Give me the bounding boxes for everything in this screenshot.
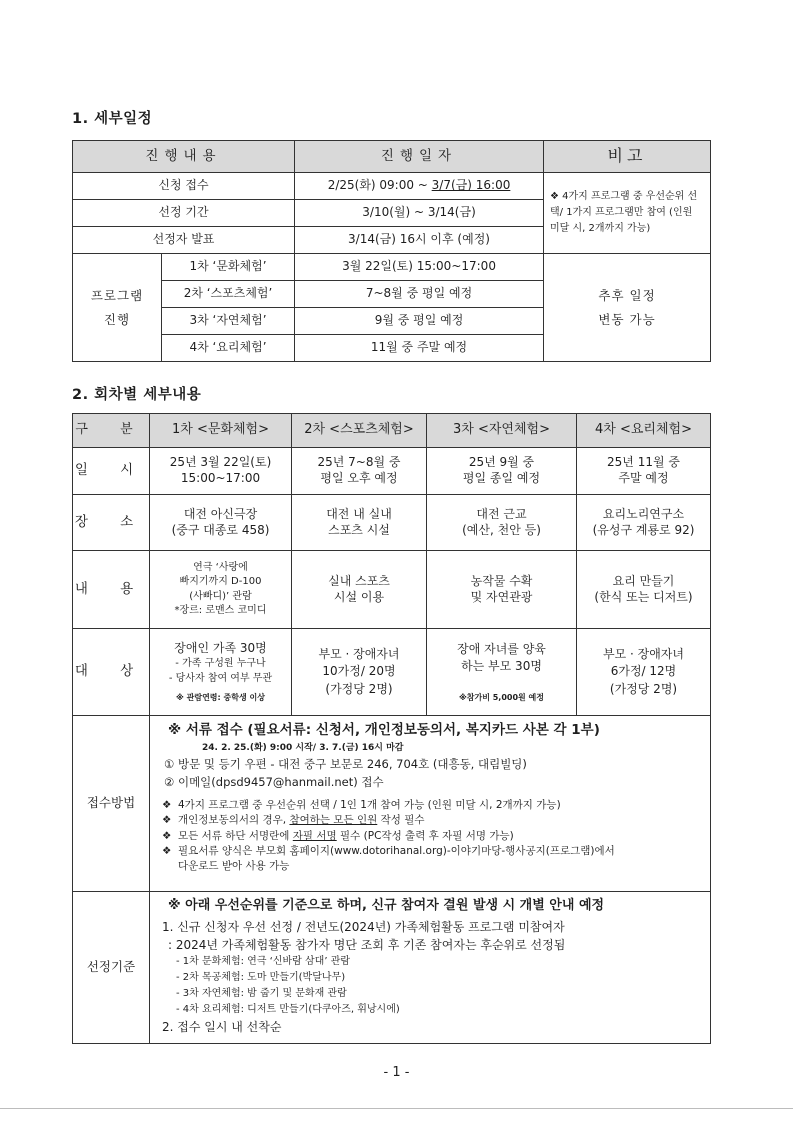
schedule-row-content: 선정 기간	[73, 200, 295, 227]
content-cell: 요리 만들기 (한식 또는 디저트)	[577, 551, 711, 629]
row-label-place: 장 소	[73, 495, 150, 551]
details-header-col3: 3차 <자연체험>	[427, 414, 577, 448]
section2-title: 2. 회차별 세부내용	[72, 387, 202, 403]
program-date: 11월 중 주말 예정	[295, 335, 544, 362]
place-cell: 요리노리연구소 (유성구 계룡로 92)	[577, 495, 711, 551]
row-label-datetime: 일 시	[73, 448, 150, 495]
application-title: ※ 서류 접수 (필요서류: 신청서, 개인정보동의서, 복지카드 사본 각 1부)	[168, 722, 600, 738]
details-header-col2: 2차 <스포츠체험>	[292, 414, 427, 448]
place-cell: 대전 근교 (예산, 천안 등)	[427, 495, 577, 551]
application-bullet: ❖ 개인정보동의서의 경우, 참여하는 모든 인원 작성 필수	[162, 814, 425, 827]
place-cell: 대전 내 실내 스포츠 시설	[292, 495, 427, 551]
schedule-header-date: 진행일자	[295, 141, 544, 173]
schedule-note-change: 추후 일정 변동 가능	[544, 254, 711, 362]
schedule-header-content: 진행내용	[73, 141, 295, 173]
details-header-col1: 1차 <문화체험>	[150, 414, 292, 448]
selection-sub: - 3차 자연체험: 밤 줍기 및 문화재 관람	[176, 987, 347, 999]
application-deadline: 24. 2. 25.(화) 9:00 시작/ 3. 7.(금) 16시 마감	[202, 742, 404, 753]
target-cell: 장애인 가족 30명 - 가족 구성원 누구나 - 당사자 참여 여부 무관 ※ 관람연령: 중학생 이상	[150, 629, 292, 716]
datetime-cell: 25년 7~8월 중 평일 오후 예정	[292, 448, 427, 495]
schedule-row-content: 선정자 발표	[73, 227, 295, 254]
program-date: 3월 22일(토) 15:00~17:00	[295, 254, 544, 281]
datetime-cell: 25년 11월 중 주말 예정	[577, 448, 711, 495]
program-date: 7~8월 중 평일 예정	[295, 281, 544, 308]
selection-criteria	[150, 892, 711, 1044]
program-name: 1차 ‘문화체험’	[162, 254, 295, 281]
schedule-row-date: 3/10(월) ~ 3/14(금)	[295, 200, 544, 227]
section1-title: 1. 세부일정	[72, 111, 153, 127]
selection-sub: - 1차 문화체험: 연극 ‘신바람 삼대’ 관람	[176, 955, 351, 967]
bottom-rule	[0, 1108, 793, 1109]
row-label-content: 내 용	[73, 551, 150, 629]
row-label-application: 접수방법	[73, 716, 150, 892]
target-cell: 부모 · 장애자녀 10가정/ 20명 (가정당 2명)	[292, 629, 427, 716]
application-bullet: ❖ 4가지 프로그램 중 우선순위 선택 / 1인 1개 참여 가능 (인원 미달 시, 2개까지 가능)	[162, 799, 561, 812]
program-name: 4차 ‘요리체험’	[162, 335, 295, 362]
target-cell: 장애 자녀를 양육 하는 부모 30명 ※참가비 5,000원 예정	[427, 629, 577, 716]
details-table	[72, 413, 711, 1044]
schedule-table	[72, 140, 711, 362]
application-email: ② 이메일(dpsd9457@hanmail.net) 접수	[164, 775, 384, 790]
datetime-cell: 25년 3월 22일(토) 15:00~17:00	[150, 448, 292, 495]
schedule-row-content: 신청 접수	[73, 173, 295, 200]
application-visit-mail: ① 방문 및 등기 우편 - 대전 중구 보문로 246, 704호 (대흥동, 대림빌딩)	[164, 757, 527, 772]
schedule-row-date: 3/14(금) 16시 이후 (예정)	[295, 227, 544, 254]
content-cell: 농작물 수확 및 자연관광	[427, 551, 577, 629]
program-date: 9월 중 평일 예정	[295, 308, 544, 335]
selection-title: ※ 아래 우선순위를 기준으로 하며, 신규 참여자 결원 발생 시 개별 안내 예정	[168, 898, 605, 913]
schedule-row-date: 2/25(화) 09:00 ~ 3/7(금) 16:00	[295, 173, 544, 200]
program-label: 프로그램 진행	[73, 254, 162, 362]
selection-sub: - 2차 목공체험: 도마 만들기(박달나무)	[176, 971, 346, 983]
place-cell: 대전 아신극장 (중구 대종로 458)	[150, 495, 292, 551]
details-header-col4: 4차 <요리체험>	[577, 414, 711, 448]
application-bullet: ❖ 모든 서류 하단 서명란에 자필 서명 필수 (PC작성 출력 후 자필 서명 가능)	[162, 829, 514, 842]
row-label-target: 대 상	[73, 629, 150, 716]
target-cell: 부모 · 장애자녀 6가정/ 12명 (가정당 2명)	[577, 629, 711, 716]
row-label-selection: 선정기준	[73, 892, 150, 1044]
application-method	[150, 716, 711, 892]
schedule-header-note: 비고	[544, 141, 711, 173]
application-bullet: ❖ 필요서류 양식은 부모회 홈페이지(www.dotorihanal.org)-이야기마당-행사공지(프로그램)에서	[162, 844, 615, 857]
selection-line: 1. 신규 신청자 우선 선정 / 전년도(2024년) 가족체험활동 프로그램 미참여자	[162, 919, 565, 934]
selection-line: 2. 접수 일시 내 선착순	[162, 1019, 282, 1034]
program-name: 2차 ‘스포츠체험’	[162, 281, 295, 308]
details-header-label: 구 분	[73, 414, 150, 448]
datetime-cell: 25년 9월 중 평일 종일 예정	[427, 448, 577, 495]
program-name: 3차 ‘자연체험’	[162, 308, 295, 335]
application-bullet-cont: 다운로드 받아 사용 가능	[178, 859, 290, 872]
content-cell: 실내 스포츠 시설 이용	[292, 551, 427, 629]
selection-line: : 2024년 가족체험활동 참가자 명단 조회 후 기존 참여자는 후순위로 선정됨	[168, 937, 566, 952]
selection-sub: - 4차 요리체험: 디저트 만들기(다쿠아즈, 휘낭시에)	[176, 1003, 400, 1015]
schedule-note-priority: ❖ 4가지 프로그램 중 우선순위 선택/ 1가지 프로그램만 참여 (인원 미달 시, 2개까지 가능)	[544, 173, 711, 254]
page-number: - 1 -	[383, 1065, 410, 1080]
content-cell: 연극 ‘사랑에 빠지기까지 D-100 (사빠디)’ 관람 *장르: 로맨스 코미디	[150, 551, 292, 629]
